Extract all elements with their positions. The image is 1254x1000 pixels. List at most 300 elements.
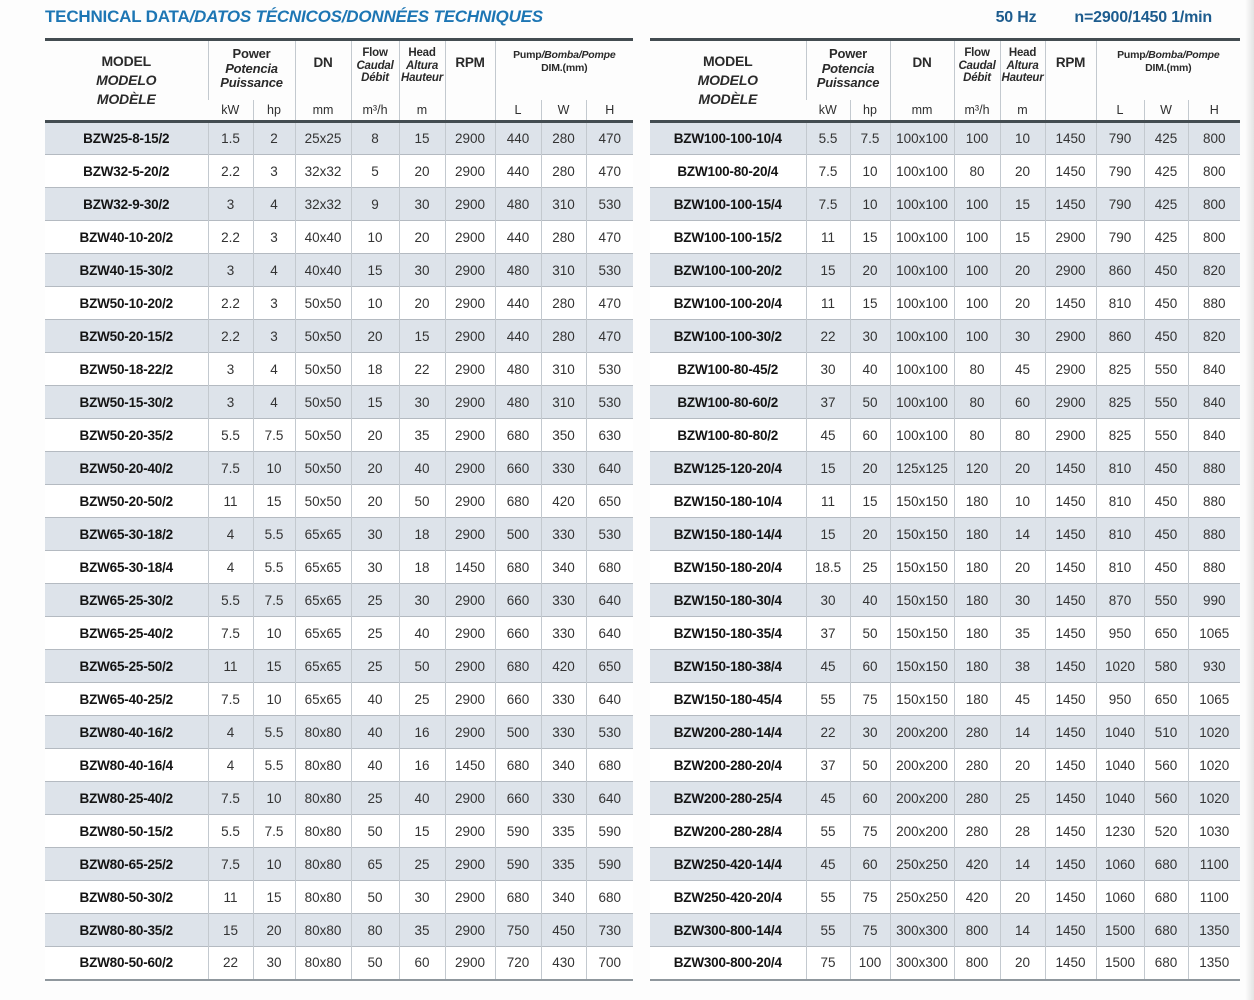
value-cell: 20	[351, 419, 399, 452]
value-cell: 2900	[445, 683, 495, 716]
value-cell: 800	[954, 914, 1000, 947]
value-cell: 250x250	[890, 881, 954, 914]
value-cell: 1450	[1045, 881, 1096, 914]
value-cell: 150x150	[890, 551, 954, 584]
model-cell: BZW80-65-25/2	[79, 856, 173, 872]
model-cell: BZW80-50-30/2	[79, 889, 173, 905]
model-cell: BZW200-280-14/4	[673, 724, 782, 740]
value-cell: 40x40	[295, 254, 351, 287]
value-cell: 10	[850, 155, 890, 188]
value-cell: 100x100	[890, 122, 954, 155]
value-cell: 880	[1188, 485, 1240, 518]
value-cell: 15	[253, 650, 295, 683]
value-cell: 25	[351, 617, 399, 650]
value-cell: 680	[495, 749, 541, 782]
value-cell: 10	[351, 287, 399, 320]
value-cell: 1.5	[208, 122, 253, 155]
value-cell: 180	[954, 551, 1000, 584]
value-cell: 150x150	[890, 485, 954, 518]
table-row	[650, 287, 1240, 320]
model-cell: BZW40-10-20/2	[79, 229, 173, 245]
value-cell: 180	[954, 617, 1000, 650]
value-cell: 860	[1096, 254, 1144, 287]
value-cell: 7.5	[806, 155, 850, 188]
value-cell: 15	[850, 287, 890, 320]
value-cell: 2900	[445, 881, 495, 914]
value-cell: 280	[954, 749, 1000, 782]
table-row	[45, 947, 633, 980]
value-cell: 50	[351, 815, 399, 848]
unit-m3h: m³/h	[351, 100, 399, 122]
value-cell: 330	[541, 683, 586, 716]
value-cell: 560	[1144, 782, 1188, 815]
value-cell: 100x100	[890, 155, 954, 188]
value-cell: 820	[1188, 320, 1240, 353]
value-cell: 1450	[1045, 584, 1096, 617]
unit-m: m	[1000, 100, 1045, 122]
value-cell: 30	[351, 551, 399, 584]
unit-l: L	[495, 100, 541, 122]
value-cell: 2900	[445, 617, 495, 650]
value-cell: 30	[253, 947, 295, 980]
value-cell: 45	[1000, 353, 1045, 386]
value-cell: 330	[541, 518, 586, 551]
value-cell: 470	[586, 221, 633, 254]
table-row	[650, 452, 1240, 485]
value-cell: 1450	[1045, 947, 1096, 980]
value-cell: 40	[850, 353, 890, 386]
value-cell: 1450	[1045, 683, 1096, 716]
value-cell: 800	[1188, 221, 1240, 254]
value-cell: 1065	[1188, 617, 1240, 650]
value-cell: 2900	[445, 419, 495, 452]
value-cell: 50	[399, 650, 445, 683]
value-cell: 840	[1188, 353, 1240, 386]
model-cell: BZW80-40-16/4	[79, 757, 173, 773]
value-cell: 50x50	[295, 485, 351, 518]
value-cell: 4	[253, 188, 295, 221]
table-row	[45, 518, 633, 551]
model-cell: BZW150-180-35/4	[673, 625, 782, 641]
value-cell: 880	[1188, 518, 1240, 551]
value-cell: 25	[351, 650, 399, 683]
value-cell: 250x250	[890, 848, 954, 881]
left-data-table	[45, 38, 633, 981]
value-cell: 5.5	[253, 716, 295, 749]
value-cell: 80x80	[295, 848, 351, 881]
table-row	[45, 419, 633, 452]
value-cell: 2900	[1045, 419, 1096, 452]
value-cell: 5.5	[208, 419, 253, 452]
value-cell: 330	[541, 782, 586, 815]
value-cell: 30	[399, 188, 445, 221]
model-cell: BZW32-5-20/2	[83, 163, 170, 179]
table-row	[45, 815, 633, 848]
value-cell: 810	[1096, 551, 1144, 584]
value-cell: 440	[495, 221, 541, 254]
value-cell: 500	[495, 518, 541, 551]
value-cell: 450	[1144, 320, 1188, 353]
unit-l: L	[1096, 100, 1144, 122]
value-cell: 25	[850, 551, 890, 584]
model-cell: BZW100-100-15/4	[673, 196, 782, 212]
value-cell: 860	[1096, 320, 1144, 353]
model-cell: BZW65-25-30/2	[79, 592, 173, 608]
value-cell: 790	[1096, 155, 1144, 188]
right-data-table	[650, 38, 1240, 981]
value-cell: 450	[541, 914, 586, 947]
value-cell: 3	[253, 320, 295, 353]
value-cell: 100x100	[890, 320, 954, 353]
column-header-power: Power Potencia Puissance	[806, 40, 890, 100]
unit-kw: kW	[818, 102, 837, 117]
value-cell: 530	[586, 518, 633, 551]
value-cell: 810	[1096, 518, 1144, 551]
value-cell: 4	[253, 353, 295, 386]
page-title	[45, 7, 543, 27]
table-row	[650, 782, 1240, 815]
value-cell: 40	[399, 452, 445, 485]
value-cell: 2.2	[208, 155, 253, 188]
table-row	[45, 320, 633, 353]
model-cell: BZW150-180-45/4	[673, 691, 782, 707]
value-cell: 430	[541, 947, 586, 980]
value-cell: 5	[351, 155, 399, 188]
value-cell: 470	[586, 155, 633, 188]
value-cell: 200x200	[890, 749, 954, 782]
column-header-dimensions: Pump/Bomba/Pompe DIM.(mm)	[495, 40, 633, 100]
value-cell: 650	[1144, 683, 1188, 716]
value-cell: 680	[495, 650, 541, 683]
value-cell: 22	[806, 320, 850, 353]
value-cell: 510	[1144, 716, 1188, 749]
value-cell: 50	[850, 386, 890, 419]
value-cell: 100	[954, 320, 1000, 353]
model-cell: BZW150-180-20/4	[673, 559, 782, 575]
value-cell: 420	[541, 485, 586, 518]
table-row	[45, 221, 633, 254]
value-cell: 340	[541, 749, 586, 782]
table-row	[650, 683, 1240, 716]
value-cell: 2.2	[208, 221, 253, 254]
table-row	[650, 815, 1240, 848]
column-header-flow: Flow Caudal Débit	[954, 40, 1000, 100]
value-cell: 15	[253, 485, 295, 518]
model-cell: BZW100-80-20/4	[677, 163, 779, 179]
value-cell: 280	[541, 221, 586, 254]
value-cell: 200x200	[890, 782, 954, 815]
value-cell: 640	[586, 782, 633, 815]
value-cell: 37	[806, 617, 850, 650]
value-cell: 530	[586, 188, 633, 221]
value-cell: 880	[1188, 551, 1240, 584]
value-cell: 1230	[1096, 815, 1144, 848]
value-cell: 180	[954, 683, 1000, 716]
value-cell: 425	[1144, 122, 1188, 155]
value-cell: 80	[954, 353, 1000, 386]
value-cell: 530	[586, 353, 633, 386]
value-cell: 790	[1096, 188, 1144, 221]
value-cell: 7.5	[253, 584, 295, 617]
table-row	[650, 947, 1240, 980]
value-cell: 14	[1000, 518, 1045, 551]
value-cell: 500	[495, 716, 541, 749]
model-cell: BZW300-800-20/4	[673, 955, 782, 971]
left-table-section	[45, 38, 633, 981]
value-cell: 11	[806, 485, 850, 518]
value-cell: 150x150	[890, 683, 954, 716]
table-row	[45, 782, 633, 815]
value-cell: 1020	[1096, 650, 1144, 683]
model-cell: BZW80-40-16/2	[79, 724, 173, 740]
value-cell: 60	[850, 848, 890, 881]
value-cell: 1500	[1096, 914, 1144, 947]
value-cell: 825	[1096, 386, 1144, 419]
value-cell: 80	[351, 914, 399, 947]
value-cell: 4	[253, 386, 295, 419]
value-cell: 450	[1144, 452, 1188, 485]
value-cell: 2900	[445, 485, 495, 518]
value-cell: 7.5	[208, 782, 253, 815]
value-cell: 2900	[445, 287, 495, 320]
value-cell: 30	[806, 353, 850, 386]
value-cell: 11	[208, 650, 253, 683]
value-cell: 200x200	[890, 815, 954, 848]
value-cell: 330	[541, 617, 586, 650]
value-cell: 10	[253, 452, 295, 485]
table-row	[45, 650, 633, 683]
model-cell: BZW65-30-18/4	[79, 559, 173, 575]
value-cell: 730	[586, 914, 633, 947]
value-cell: 25	[351, 584, 399, 617]
value-cell: 20	[399, 221, 445, 254]
value-cell: 45	[806, 848, 850, 881]
value-cell: 50	[399, 485, 445, 518]
table-row	[650, 551, 1240, 584]
value-cell: 20	[1000, 155, 1045, 188]
value-cell: 10	[351, 221, 399, 254]
value-cell: 680	[586, 881, 633, 914]
value-cell: 420	[954, 848, 1000, 881]
model-cell: BZW250-420-14/4	[673, 856, 782, 872]
value-cell: 880	[1188, 287, 1240, 320]
value-cell: 840	[1188, 386, 1240, 419]
value-cell: 420	[541, 650, 586, 683]
value-cell: 590	[586, 848, 633, 881]
value-cell: 280	[954, 716, 1000, 749]
value-cell: 720	[495, 947, 541, 980]
table-row	[45, 617, 633, 650]
value-cell: 750	[495, 914, 541, 947]
value-cell: 7.5	[208, 848, 253, 881]
value-cell: 80	[1000, 419, 1045, 452]
value-cell: 7.5	[806, 188, 850, 221]
model-cell: BZW100-100-30/2	[673, 328, 782, 344]
value-cell: 20	[1000, 287, 1045, 320]
value-cell: 45	[806, 650, 850, 683]
value-cell: 15	[208, 914, 253, 947]
value-cell: 7.5	[253, 815, 295, 848]
value-cell: 50	[850, 617, 890, 650]
value-cell: 30	[850, 716, 890, 749]
value-cell: 450	[1144, 254, 1188, 287]
value-cell: 7.5	[208, 452, 253, 485]
value-cell: 680	[1144, 947, 1188, 980]
value-cell: 50x50	[295, 353, 351, 386]
value-cell: 100x100	[890, 386, 954, 419]
column-header-dn: DN	[890, 40, 954, 100]
value-cell: 1450	[1045, 518, 1096, 551]
value-cell: 700	[586, 947, 633, 980]
model-cell: BZW50-20-50/2	[79, 493, 173, 509]
unit-kw: kW	[221, 102, 240, 117]
table-row	[650, 155, 1240, 188]
value-cell: 660	[495, 452, 541, 485]
value-cell: 680	[495, 419, 541, 452]
value-cell: 15	[850, 221, 890, 254]
value-cell: 65x65	[295, 650, 351, 683]
value-cell: 1450	[1045, 749, 1096, 782]
value-cell: 300x300	[890, 947, 954, 980]
model-cell: BZW200-280-28/4	[673, 823, 782, 839]
value-cell: 1350	[1188, 914, 1240, 947]
value-cell: 2900	[445, 815, 495, 848]
value-cell: 45	[806, 419, 850, 452]
column-header-dimensions: Pump/Bomba/Pompe DIM.(mm)	[1096, 40, 1240, 100]
value-cell: 55	[806, 914, 850, 947]
value-cell: 18	[399, 518, 445, 551]
model-cell: BZW100-80-60/2	[677, 394, 779, 410]
table-row	[650, 353, 1240, 386]
value-cell: 1450	[1045, 617, 1096, 650]
value-cell: 10	[253, 782, 295, 815]
value-cell: 60	[850, 782, 890, 815]
value-cell: 660	[495, 584, 541, 617]
value-cell: 450	[1144, 287, 1188, 320]
value-cell: 680	[586, 551, 633, 584]
value-cell: 75	[850, 815, 890, 848]
value-cell: 2900	[445, 782, 495, 815]
value-cell: 330	[541, 452, 586, 485]
value-cell: 825	[1096, 419, 1144, 452]
value-cell: 60	[399, 947, 445, 980]
table-row	[650, 254, 1240, 287]
model-cell: BZW65-40-25/2	[79, 691, 173, 707]
table-row	[45, 584, 633, 617]
value-cell: 15	[399, 320, 445, 353]
value-cell: 440	[495, 287, 541, 320]
value-cell: 150x150	[890, 584, 954, 617]
value-cell: 520	[1144, 815, 1188, 848]
value-cell: 100	[954, 188, 1000, 221]
value-cell: 680	[495, 485, 541, 518]
value-cell: 3	[208, 386, 253, 419]
value-cell: 280	[541, 287, 586, 320]
column-header-flow: Flow Caudal Débit	[351, 40, 399, 100]
value-cell: 30	[399, 254, 445, 287]
value-cell: 930	[1188, 650, 1240, 683]
value-cell: 1030	[1188, 815, 1240, 848]
value-cell: 20	[1000, 749, 1045, 782]
value-cell: 2900	[1045, 386, 1096, 419]
value-cell: 180	[954, 650, 1000, 683]
value-cell: 990	[1188, 584, 1240, 617]
value-cell: 1450	[445, 551, 495, 584]
value-cell: 20	[351, 485, 399, 518]
table-row	[650, 188, 1240, 221]
value-cell: 30	[1000, 320, 1045, 353]
value-cell: 22	[208, 947, 253, 980]
value-cell: 4	[208, 749, 253, 782]
table-row	[650, 518, 1240, 551]
value-cell: 1450	[1045, 188, 1096, 221]
value-cell: 335	[541, 848, 586, 881]
value-cell: 825	[1096, 353, 1144, 386]
column-header-head: Head Altura Hauteur	[1000, 40, 1045, 100]
value-cell: 10	[253, 683, 295, 716]
value-cell: 40	[351, 749, 399, 782]
value-cell: 65x65	[295, 617, 351, 650]
value-cell: 16	[399, 749, 445, 782]
value-cell: 3	[253, 287, 295, 320]
value-cell: 420	[954, 881, 1000, 914]
value-cell: 810	[1096, 485, 1144, 518]
value-cell: 1450	[1045, 815, 1096, 848]
page-title-translations: /DATOS TÉCNICOS/DONNÉES TECHNIQUES	[189, 7, 543, 26]
value-cell: 38	[1000, 650, 1045, 683]
value-cell: 50	[351, 947, 399, 980]
value-cell: 20	[253, 914, 295, 947]
unit-hp: hp	[850, 100, 890, 122]
model-cell: BZW32-9-30/2	[83, 196, 170, 212]
value-cell: 1100	[1188, 848, 1240, 881]
value-cell: 1060	[1096, 848, 1144, 881]
value-cell: 800	[954, 947, 1000, 980]
value-cell: 530	[586, 254, 633, 287]
table-row	[650, 584, 1240, 617]
value-cell: 680	[586, 749, 633, 782]
model-cell: BZW80-50-15/2	[79, 823, 173, 839]
value-cell: 470	[586, 320, 633, 353]
value-cell: 550	[1144, 353, 1188, 386]
unit-hp: hp	[253, 100, 295, 122]
column-header-rpm: RPM	[445, 40, 495, 122]
table-row	[45, 485, 633, 518]
value-cell: 30	[850, 320, 890, 353]
value-cell: 100	[954, 221, 1000, 254]
value-cell: 65x65	[295, 518, 351, 551]
value-cell: 20	[850, 518, 890, 551]
value-cell: 2900	[1045, 353, 1096, 386]
value-cell: 4	[208, 551, 253, 584]
value-cell: 14	[1000, 848, 1045, 881]
table-row	[650, 848, 1240, 881]
value-cell: 2900	[445, 386, 495, 419]
value-cell: 2.2	[208, 320, 253, 353]
value-cell: 80x80	[295, 881, 351, 914]
value-cell: 100x100	[890, 287, 954, 320]
value-cell: 75	[806, 947, 850, 980]
value-cell: 15	[1000, 188, 1045, 221]
table-row	[45, 848, 633, 881]
value-cell: 1450	[1045, 452, 1096, 485]
table-row	[650, 881, 1240, 914]
value-cell: 100x100	[890, 353, 954, 386]
value-cell: 590	[495, 815, 541, 848]
table-row	[45, 188, 633, 221]
table-row	[650, 914, 1240, 947]
value-cell: 820	[1188, 254, 1240, 287]
